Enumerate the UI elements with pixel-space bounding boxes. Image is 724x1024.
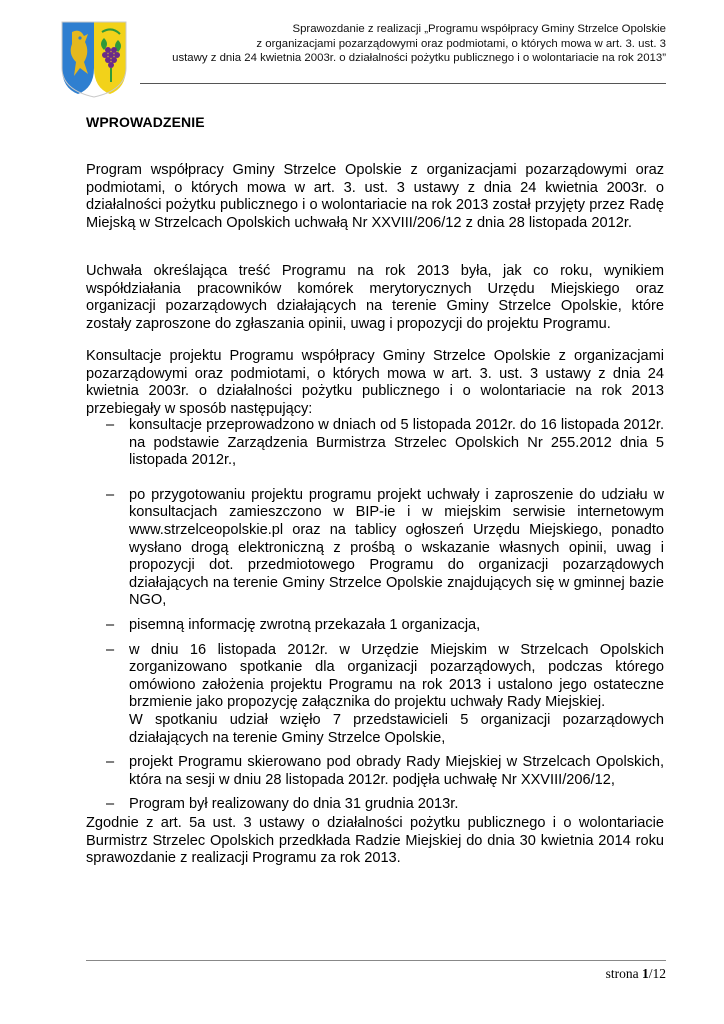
list-dash: – [106,417,115,433]
paragraph-3: Konsultacje projektu Programu współpracy Gminy Strzelce Opolskie z organizacjami pozarządowymi oraz podmiotami, o których mowa w art. 3. ust. 3 ustawy z dnia 24 kwietnia 2003r. o działalności pożytku publicznego i o wolontariacie na rok 2013 przebiegały w sposób następujący: [86,348,664,417]
header-line-2: z organizacjami pozarządowymi oraz podmiotami, o których mowa w art. 3. ust. 3 [256,37,666,50]
list-item [86,754,664,789]
page-number [606,966,666,982]
paragraph-1: Program współpracy Gminy Strzelce Opolskie z organizacjami pozarządowymi oraz podmiotami, o których mowa w art. 3. ust. 3 ustawy z dnia 24 kwietnia 2003r. o działalności pożytku publicznego i o wolontariacie na rok 2013 został przyjęty przez Radę Miejską w Strzelcach Opolskich uchwałą Nr XXVIII/206/12 z dnia 28 listopada 2012r. [86,162,664,231]
page-label: strona [605,966,642,981]
section-heading: WPROWADZENIE [86,114,205,130]
paragraph-4: Zgodnie z art. 5a ust. 3 ustawy o działalności pożytku publicznego i o wolontariacie Burmistrz Strzelec Opolskich przedkłada Radzie Miejskiej do dnia 30 kwietnia 2014 roku sprawozdanie z realizacji Programu za rok 2013. [86,815,664,867]
list-item [86,417,664,470]
list-dash: – [106,486,115,503]
list-dash: – [106,796,115,813]
header-divider [140,83,666,84]
page-total: /12 [648,966,666,981]
list-item [86,796,664,814]
list-item-text: w dniu 16 listopada 2012r. w Urzędzie Miejskim w Strzelcach Opolskich zorganizowano spotkanie dla organizacji pozarządowych, podczas którego omówiono założenia projektu Programu na rok 2013 i ustalono jego ostateczne brzmienie jako propozycję załącznika do projektu uchwały Rady Miejskiej. [129,641,664,711]
consultation-list [86,417,664,814]
header-line-1: Sprawozdanie z realizacji „Programu współpracy Gminy Strzelce Opolskie [292,23,666,35]
paragraph-2: Uchwała określająca treść Programu na rok 2013 była, jak co roku, wynikiem współdziałania pracowników komórek merytorycznych Urzędu Miejskiego oraz organizacji pozarządowych działających na terenie Gminy Strzelce Opolskie, które zostały zaproszone do zgłaszania opinii, uwag i propozycji do projektu Programu. [86,263,664,332]
list-item-text: konsultacje przeprowadzono w dniach od 5 listopada 2012r. do 16 listopada 2012r. na podstawie Zarządzenia Burmistrza Strzelec Opolskich Nr 255.2012 dnia 5 listopada 2012r., [129,417,664,469]
list-dash: – [106,754,115,771]
list-item-text: po przygotowaniu projektu programu projekt uchwały i zaproszenie do udziału w konsultacjach zamieszczono w BIP-ie i w miejskim serwisie internetowym www.strzelceopolskie.pl oraz na tablicy ogłoszeń Urzędu Miejskiego, ponadto wysłano drogą elektroniczną z prośbą o wskazanie własnych opinii, uwag i propozycji dot. przedmiotowego Programu do organizacji pozarządowych działających na terenie Gminy Strzelce Opolskie znajdujących się w gminnej bazie NGO, [129,486,664,609]
footer-divider [86,960,666,961]
header-line-3: ustawy z dnia 24 kwietnia 2003r. o działalności pożytku publicznego i o wolontariacie na rok 2013” [172,52,666,65]
list-item [86,642,664,748]
coat-of-arms-icon [58,18,130,98]
list-item-text: pisemną informację zwrotną przekazała 1 organizacja, [129,616,481,633]
list-item-text: projekt Programu skierowano pod obrady Rady Miejskiej w Strzelcach Opolskich, która na sesji w dniu 28 listopada 2012r. podjęła uchwałę Nr XXVIII/206/12, [129,754,664,788]
list-dash: – [106,616,115,633]
list-item [86,617,664,635]
list-item-text: Program był realizowany do dnia 31 grudnia 2013r. [129,796,459,813]
page-current: 1 [641,966,649,981]
list-item [86,487,664,610]
document-header [126,22,666,66]
list-item-continuation: W spotkaniu udział wzięło 7 przedstawicieli 5 organizacji pozarządowych działających na terenie Gminy Strzelce Opolskie, [129,711,664,746]
list-dash: – [106,641,115,658]
